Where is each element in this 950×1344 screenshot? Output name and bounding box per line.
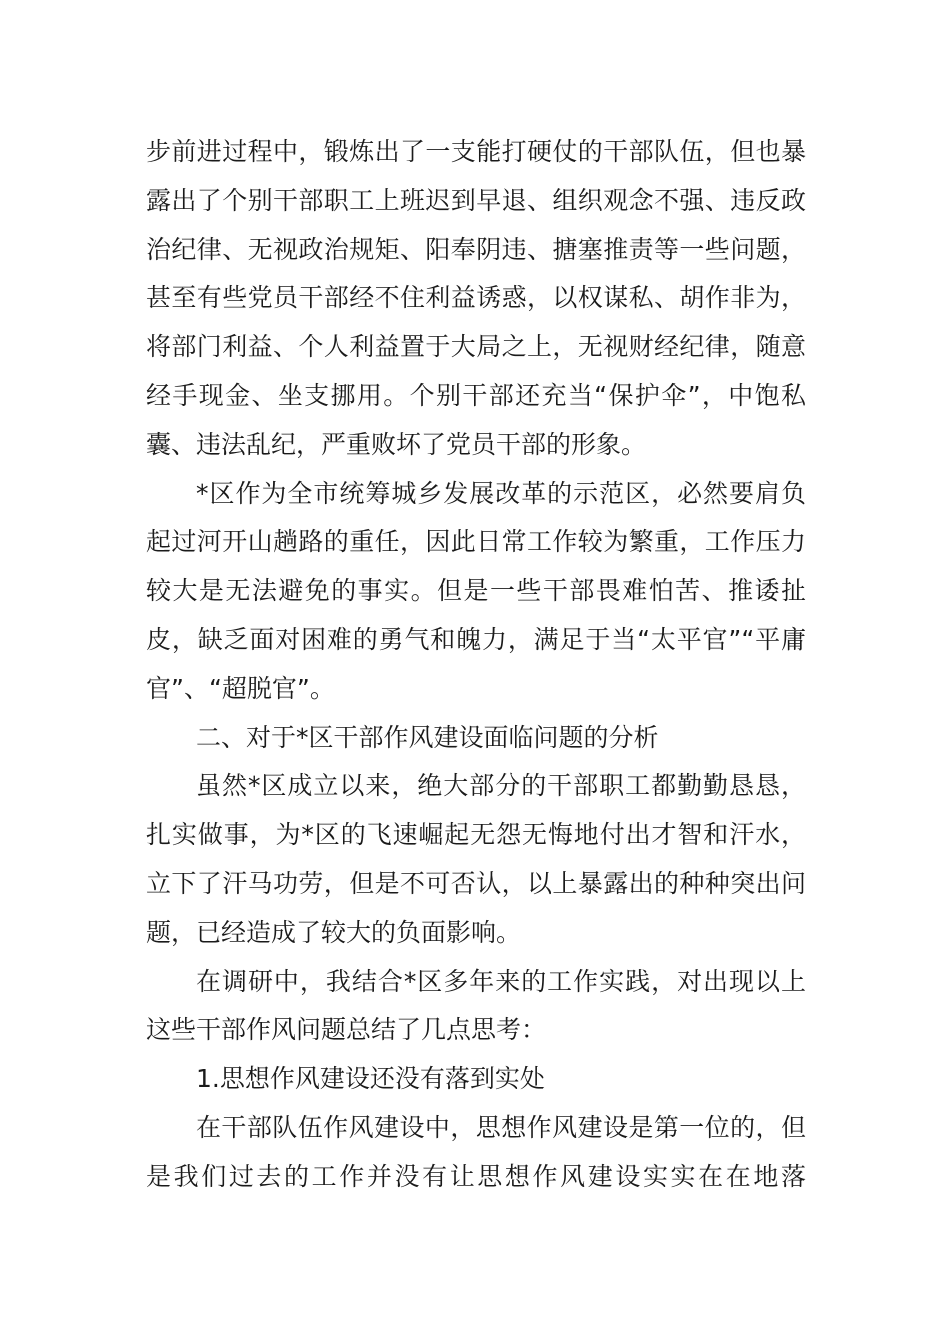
paragraph-research-reflection: 在调研中，我结合*区多年来的工作实践，对出现以上这些干部作风问题总结了几点思考： xyxy=(146,966,806,1045)
section-heading-analysis: 二、对于*区干部作风建设面临问题的分析 xyxy=(196,722,659,752)
document-body xyxy=(146,128,806,1202)
paragraph-district-pressure: *区作为全市统筹城乡发展改革的示范区，必然要肩负起过河开山趟路的重任，因此日常工作较为繁重，工作压力较大是无法避免的事实。但是一些干部畏难怕苦、推诿扯皮，缺乏面对困难的勇气和魄力，满足于当“太平官”“平庸官”、“超脱官”。 xyxy=(146,478,806,703)
paragraph-cadre-contribution: 虽然*区成立以来，绝大部分的干部职工都勤勤恳恳，扎实做事，为*区的飞速崛起无怨无悔地付出才智和汗水，立下了汗马功劳，但是不可否认，以上暴露出的种种突出问题，已经造成了较大的负面影响。 xyxy=(146,771,806,947)
subheading-ideological-style: 1.思想作风建设还没有落到实处 xyxy=(196,1064,545,1094)
paragraph-ideological-style: 在干部队伍作风建设中，思想作风建设是第一位的，但是我们过去的工作并没有让思想作风建设实实在在地落 xyxy=(146,1112,806,1191)
paragraph-continuation: 步前进过程中，锻炼出了一支能打硬仗的干部队伍，但也暴露出了个别干部职工上班迟到早退、组织观念不强、违反政治纪律、无视政治规矩、阳奉阴违、搪塞推责等一些问题，甚至有些党员干部经不住利益诱惑，以权谋私、胡作非为，将部门利益、个人利益置于大局之上，无视财经纪律，随意经手现金、坐支挪用。个别干部还充当“保护伞”，中饱私囊、违法乱纪，严重败坏了党员干部的形象。 xyxy=(146,137,806,459)
